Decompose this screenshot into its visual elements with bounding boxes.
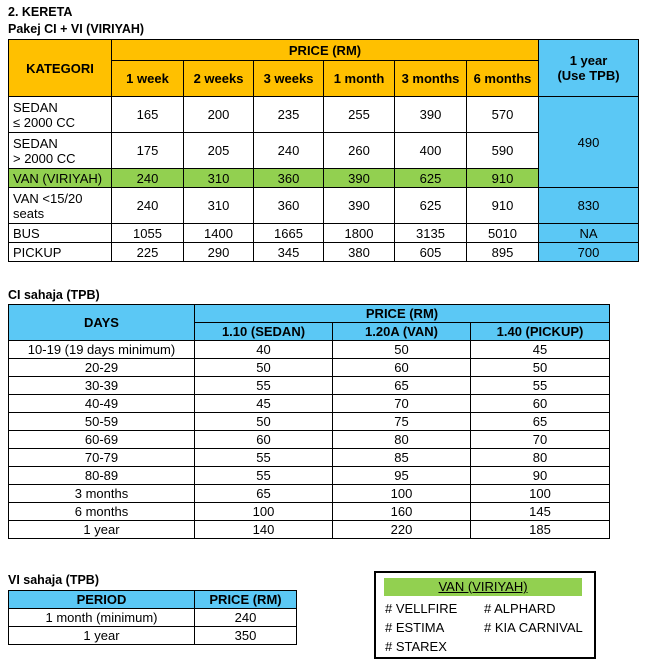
column-header: 1.20A (VAN) — [333, 323, 471, 341]
period-header: 2 weeks — [184, 61, 254, 97]
price-cell: 85 — [333, 449, 471, 467]
price-cell: 55 — [471, 377, 610, 395]
days-cell: 20-29 — [9, 359, 195, 377]
table-row — [9, 431, 610, 449]
price-cell: 55 — [195, 467, 333, 485]
price-cell: 5010 — [467, 224, 539, 243]
price-cell: 45 — [471, 341, 610, 359]
price-cell: 100 — [333, 485, 471, 503]
table-row — [9, 485, 610, 503]
category-cell: VAN (VIRIYAH) — [9, 169, 112, 188]
package-price-table — [8, 39, 639, 262]
category-line: SEDAN — [13, 99, 58, 115]
category-cell: PICKUP — [9, 243, 112, 262]
van-model-item: # KIA CARNIVAL — [484, 620, 583, 635]
van-model-item: # ESTIMA — [385, 620, 445, 635]
price-cell: 160 — [333, 503, 471, 521]
table-row — [9, 609, 297, 627]
price-cell: 80 — [471, 449, 610, 467]
ci-title: CI sahaja (TPB) — [8, 288, 100, 302]
column-header: 1.40 (PICKUP) — [471, 323, 610, 341]
period-header: 1 month — [324, 61, 395, 97]
price-cell: 205 — [184, 133, 254, 169]
table-row — [9, 243, 639, 262]
price-cell: 290 — [184, 243, 254, 262]
price-cell: 1665 — [254, 224, 324, 243]
price-cell: 65 — [195, 485, 333, 503]
price-cell: 400 — [395, 133, 467, 169]
price-cell: 390 — [324, 169, 395, 188]
price-header: PRICE (RM) — [112, 40, 539, 61]
days-header: DAYS — [9, 305, 195, 341]
period-cell: 1 year — [9, 627, 195, 645]
period-cell: 1 month (minimum) — [9, 609, 195, 627]
days-cell: 6 months — [9, 503, 195, 521]
price-cell: 50 — [195, 359, 333, 377]
price-cell: 895 — [467, 243, 539, 262]
kategori-header: KATEGORI — [9, 40, 112, 97]
category-line: SEDAN — [13, 135, 58, 151]
table-row — [9, 395, 610, 413]
year-price-cell: 830 — [539, 188, 639, 224]
price-cell: 55 — [195, 377, 333, 395]
price-cell: 240 — [195, 609, 297, 627]
van-models-box — [374, 571, 596, 659]
table-row — [9, 377, 610, 395]
van-model-item: # ALPHARD — [484, 601, 556, 616]
price-cell: 590 — [467, 133, 539, 169]
days-cell: 3 months — [9, 485, 195, 503]
price-cell: 60 — [471, 395, 610, 413]
price-cell: 65 — [333, 377, 471, 395]
price-cell: 55 — [195, 449, 333, 467]
year-header-line1: 1 year — [569, 53, 608, 68]
price-cell: 40 — [195, 341, 333, 359]
price-cell: 1800 — [324, 224, 395, 243]
table-row — [9, 413, 610, 431]
van-model-item: # VELLFIRE — [385, 601, 458, 616]
days-cell: 80-89 — [9, 467, 195, 485]
table-row — [9, 503, 610, 521]
category-line: VAN <15/20 — [13, 190, 83, 206]
table-row — [9, 224, 639, 243]
price-cell: 90 — [471, 467, 610, 485]
year-price-cell: 490 — [539, 97, 639, 188]
table-row — [9, 449, 610, 467]
days-cell: 70-79 — [9, 449, 195, 467]
days-cell: 60-69 — [9, 431, 195, 449]
price-cell: 240 — [254, 133, 324, 169]
price-cell: 60 — [333, 359, 471, 377]
vi-price-table — [8, 590, 297, 645]
price-cell: 570 — [467, 97, 539, 133]
price-cell: 390 — [324, 188, 395, 224]
price-cell: 390 — [395, 97, 467, 133]
table-row — [9, 359, 610, 377]
table-row — [9, 97, 639, 133]
price-cell: 145 — [471, 503, 610, 521]
price-cell: 625 — [395, 188, 467, 224]
price-cell: 165 — [112, 97, 184, 133]
period-header: 1 week — [112, 61, 184, 97]
price-cell: 220 — [333, 521, 471, 539]
price-cell: 910 — [467, 188, 539, 224]
price-cell: 345 — [254, 243, 324, 262]
price-cell: 95 — [333, 467, 471, 485]
price-cell: 235 — [254, 97, 324, 133]
package-title: Pakej CI + VI (VIRIYAH) — [8, 22, 145, 36]
days-cell: 40-49 — [9, 395, 195, 413]
price-cell: 225 — [112, 243, 184, 262]
column-header: 1.10 (SEDAN) — [195, 323, 333, 341]
price-cell: 625 — [395, 169, 467, 188]
vi-title: VI sahaja (TPB) — [8, 573, 99, 587]
van-model-item: # STAREX — [385, 639, 447, 654]
category-cell — [9, 97, 112, 133]
price-cell: 45 — [195, 395, 333, 413]
price-cell: 80 — [333, 431, 471, 449]
price-cell: 1055 — [112, 224, 184, 243]
price-cell: 240 — [112, 169, 184, 188]
price-header: PRICE (RM) — [195, 305, 610, 323]
category-line: ≤ 2000 CC — [13, 114, 76, 130]
days-cell: 1 year — [9, 521, 195, 539]
price-cell: 605 — [395, 243, 467, 262]
price-cell: 380 — [324, 243, 395, 262]
price-cell: 50 — [333, 341, 471, 359]
price-header: PRICE (RM) — [195, 591, 297, 609]
price-cell: 50 — [195, 413, 333, 431]
table-row — [9, 188, 639, 224]
year-price-cell: 700 — [539, 243, 639, 262]
price-cell: 360 — [254, 169, 324, 188]
days-cell: 50-59 — [9, 413, 195, 431]
price-cell: 260 — [324, 133, 395, 169]
period-header: PERIOD — [9, 591, 195, 609]
price-cell: 350 — [195, 627, 297, 645]
table-row — [9, 467, 610, 485]
category-cell — [9, 133, 112, 169]
category-line: > 2000 CC — [13, 150, 76, 166]
price-cell: 1400 — [184, 224, 254, 243]
price-cell: 100 — [195, 503, 333, 521]
table-row — [9, 521, 610, 539]
price-cell: 60 — [195, 431, 333, 449]
price-cell: 200 — [184, 97, 254, 133]
price-cell: 70 — [333, 395, 471, 413]
table-row — [9, 341, 610, 359]
van-box-title: VAN (VIRIYAH) — [384, 578, 582, 596]
price-cell: 310 — [184, 188, 254, 224]
price-cell: 65 — [471, 413, 610, 431]
period-header: 3 weeks — [254, 61, 324, 97]
section-title: 2. KERETA — [8, 5, 73, 19]
year-header-line2: (Use TPB) — [557, 68, 620, 83]
year-price-cell: NA — [539, 224, 639, 243]
period-header: 3 months — [395, 61, 467, 97]
price-cell: 255 — [324, 97, 395, 133]
price-cell: 100 — [471, 485, 610, 503]
price-cell: 3135 — [395, 224, 467, 243]
category-cell: BUS — [9, 224, 112, 243]
days-cell: 30-39 — [9, 377, 195, 395]
period-header: 6 months — [467, 61, 539, 97]
year-header — [539, 40, 639, 97]
price-cell: 910 — [467, 169, 539, 188]
price-cell: 75 — [333, 413, 471, 431]
price-cell: 140 — [195, 521, 333, 539]
price-cell: 185 — [471, 521, 610, 539]
price-cell: 70 — [471, 431, 610, 449]
price-cell: 50 — [471, 359, 610, 377]
price-cell: 360 — [254, 188, 324, 224]
price-cell: 310 — [184, 169, 254, 188]
table-row — [9, 627, 297, 645]
ci-price-table — [8, 304, 610, 539]
category-cell — [9, 188, 112, 224]
category-line: seats — [13, 205, 45, 221]
days-cell: 10-19 (19 days minimum) — [9, 341, 195, 359]
price-cell: 175 — [112, 133, 184, 169]
price-cell: 240 — [112, 188, 184, 224]
